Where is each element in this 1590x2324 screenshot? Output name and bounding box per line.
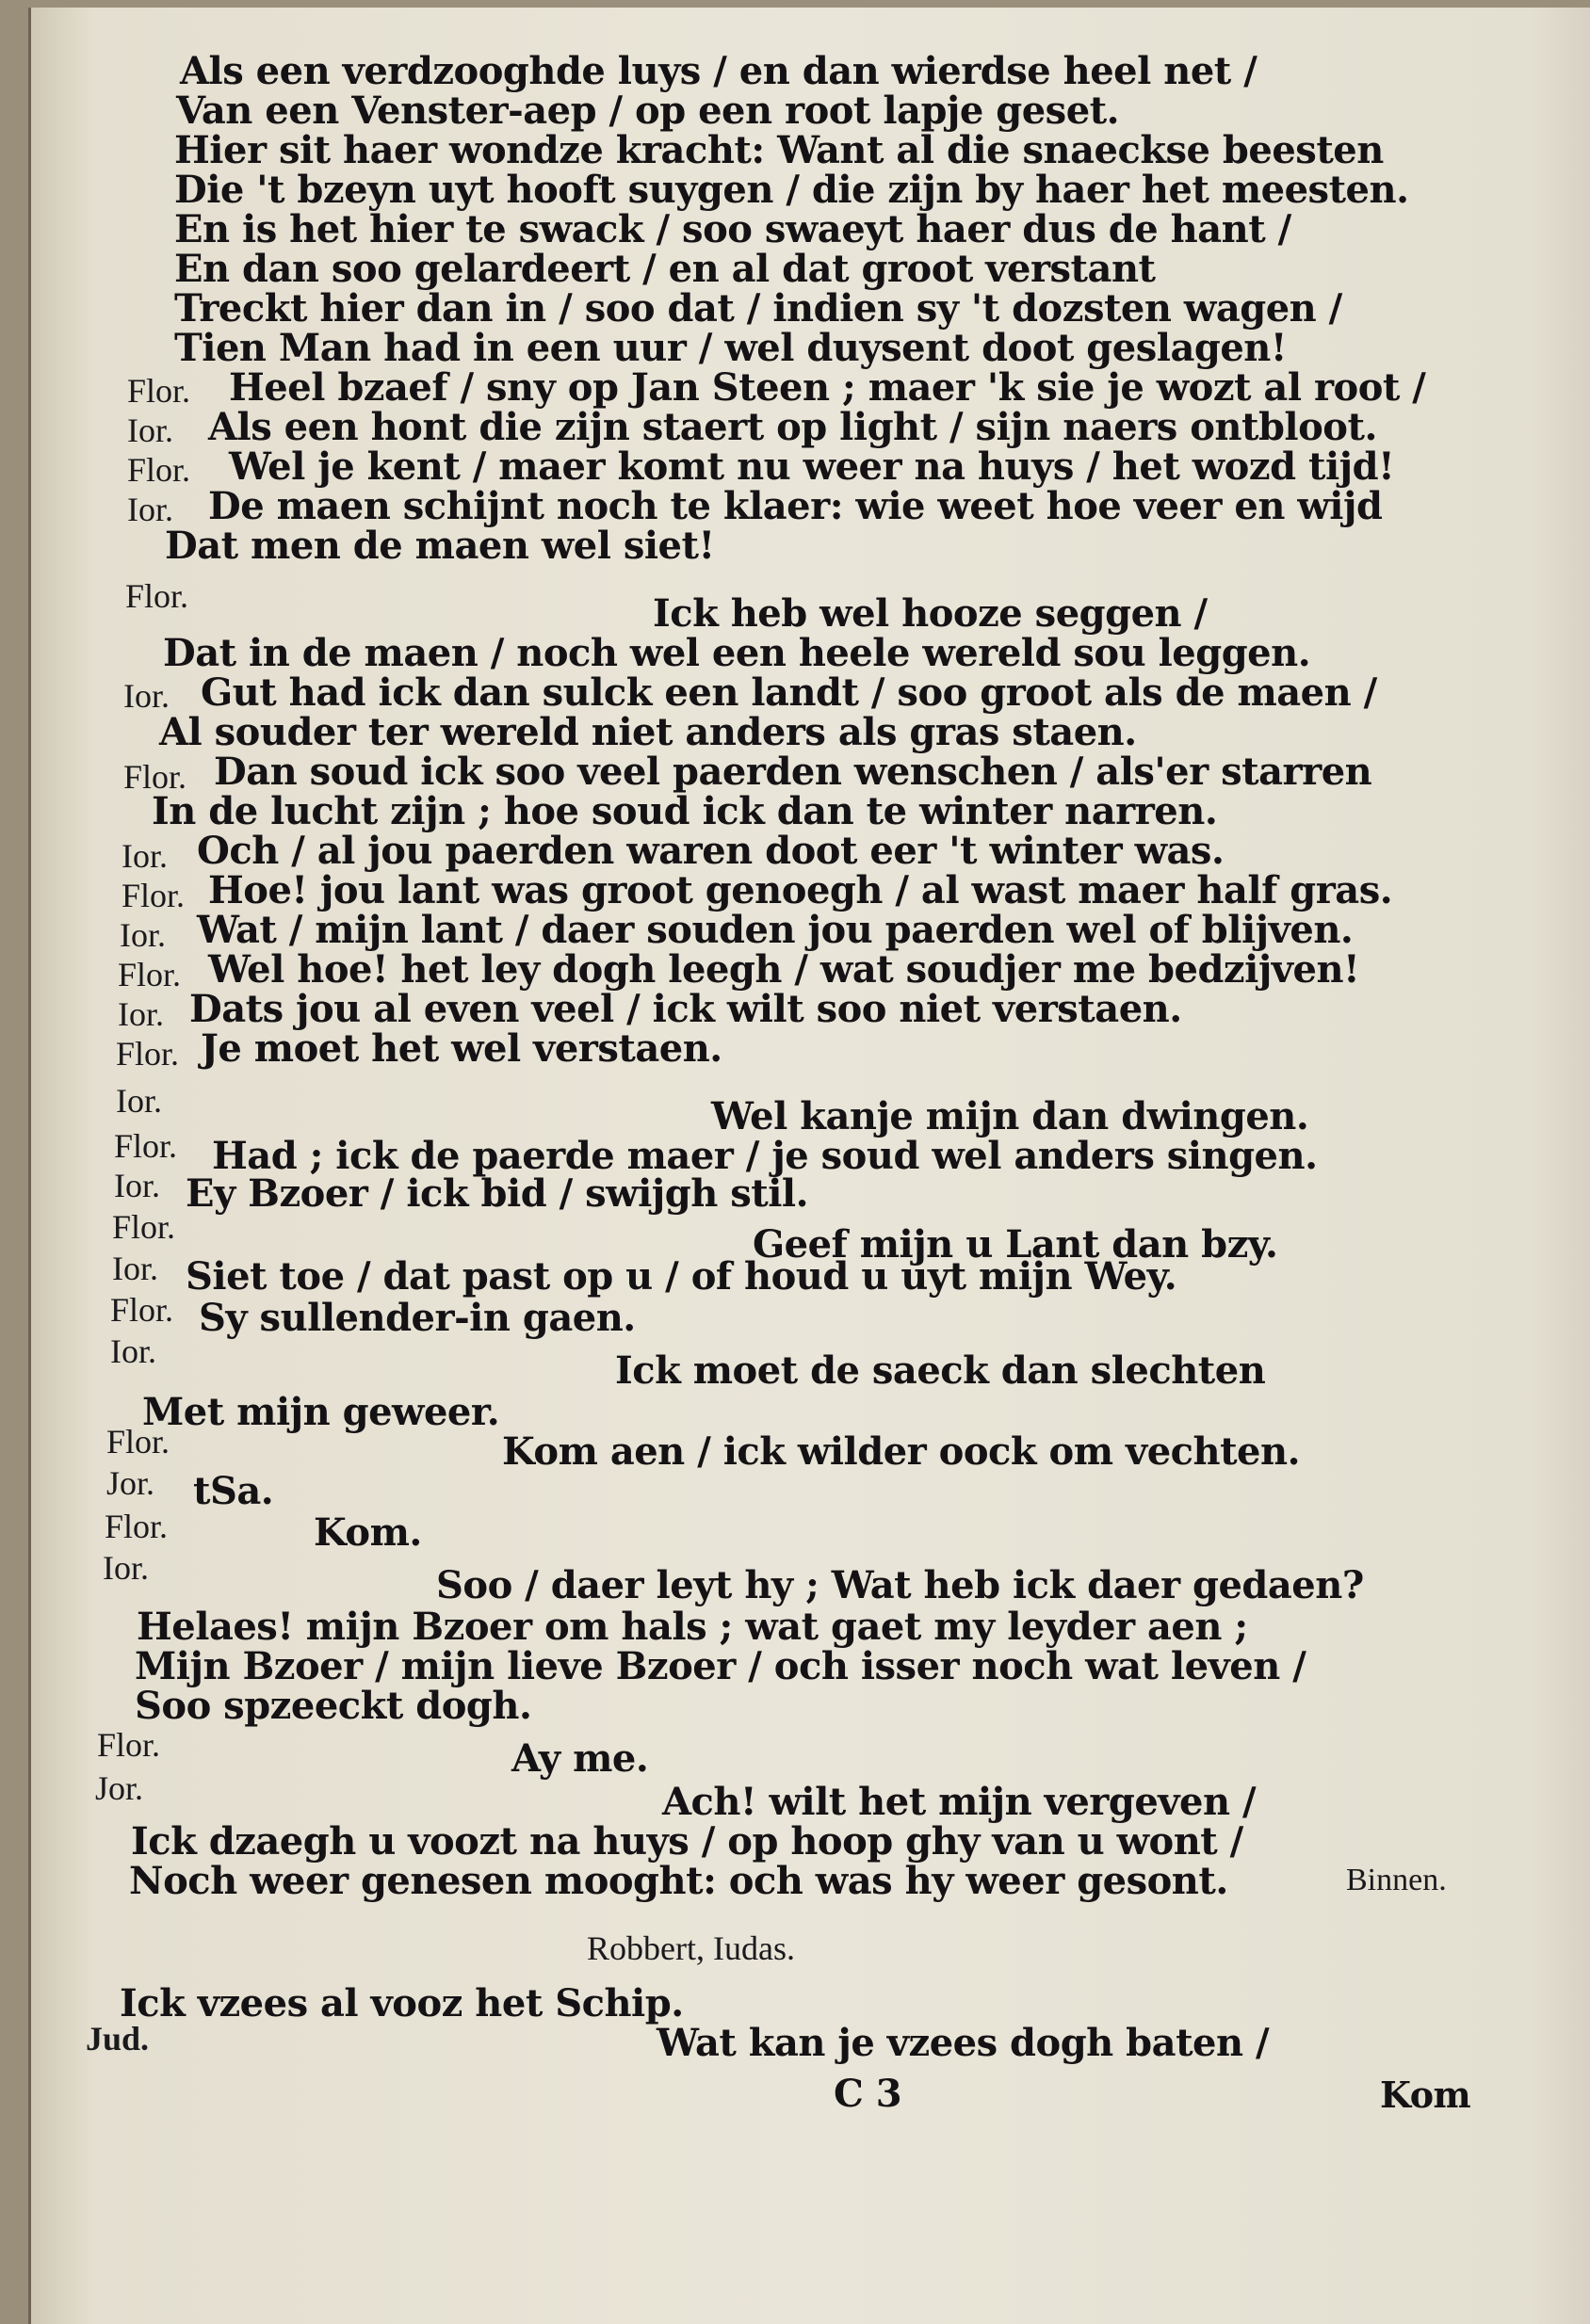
verse-line: Soo / daer leyt hy ; Wat heb ick daer gedaen?	[436, 1563, 1364, 1607]
speaker-label: Ior.	[116, 1082, 162, 1120]
signature-mark: C 3	[834, 2072, 902, 2116]
verse-line: Heel bzaef / sny op Jan Steen ; maer 'k sie je wozt al root /	[229, 365, 1426, 410]
verse-line: Tien Man had in een uur / wel duysent doot geslagen!	[174, 326, 1287, 370]
speaker-label: Ior.	[127, 412, 173, 449]
verse-line: Dan soud ick soo veel paerden wenschen / als'er starren	[214, 750, 1372, 794]
verse-line: Wel hoe! het ley dogh leegh / wat soudjer me bedzijven!	[208, 947, 1360, 992]
speaker-label: Ior.	[123, 677, 170, 715]
speaker-label: Ior.	[110, 1332, 156, 1370]
speaker-label: Flor.	[123, 758, 187, 796]
verse-line: Wel kanje mijn dan dwingen.	[711, 1094, 1309, 1138]
speaker-label: Flor.	[105, 1508, 169, 1545]
verse-line: Sy sullender-in gaen.	[199, 1296, 636, 1340]
speaker-label: Flor.	[125, 577, 189, 615]
speaker-label: Jud.	[86, 2020, 150, 2058]
speaker-label: Ior.	[112, 1250, 158, 1287]
speaker-label: Ior.	[122, 837, 168, 875]
verse-line: Ick moet de saeck dan slechten	[615, 1348, 1266, 1393]
verse-line: Helaes! mijn Bzoer om hals ; wat gaet my leyder aen ;	[137, 1605, 1248, 1649]
verse-line: Treckt hier dan in / soo dat / indien sy 't dozsten wagen /	[174, 286, 1342, 331]
verse-line: De maen schijnt noch te klaer: wie weet hoe veer en wijd	[208, 484, 1383, 528]
speaker-label: Ior.	[127, 491, 173, 528]
verse-line: Ay me.	[511, 1736, 649, 1781]
verse-line: Mijn Bzoer / mijn lieve Bzoer / och isser noch wat leven /	[135, 1644, 1306, 1688]
verse-line: Ach! wilt het mijn vergeven /	[662, 1780, 1257, 1824]
verse-line: Dat in de maen / noch wel een heele wereld sou leggen.	[163, 631, 1311, 675]
verse-line: Kom.	[314, 1510, 422, 1555]
speaker-label: Flor.	[127, 451, 191, 489]
speaker-label: Jor.	[106, 1464, 155, 1502]
verse-line: In de lucht zijn ; hoe soud ick dan te winter narren.	[152, 789, 1218, 833]
verse-line: Die 't bzeyn uyt hooft suygen / die zijn by haer het meesten.	[174, 168, 1409, 212]
verse-line: Wat / mijn lant / daer souden jou paerden wel of blijven.	[197, 908, 1354, 952]
verse-line: En is het hier te swack / soo swaeyt haer dus de hant /	[174, 207, 1291, 251]
verse-line: Gut had ick dan sulck een landt / soo groot als de maen /	[201, 670, 1377, 715]
verse-line: Dats jou al even veel / ick wilt soo niet verstaen.	[189, 987, 1182, 1031]
verse-line: Had ; ick de paerde maer / je soud wel anders singen.	[212, 1134, 1318, 1178]
speaker-label: Flor.	[127, 372, 191, 410]
verse-line: Geef mijn u Lant dan bzy.	[753, 1222, 1278, 1267]
verse-line: Siet toe / dat past op u / of houd u uyt mijn Wey.	[186, 1254, 1177, 1299]
speaker-label: Ior.	[120, 916, 166, 954]
speaker-label: Flor.	[114, 1127, 178, 1165]
verse-line: Ey Bzoer / ick bid / swijgh stil.	[186, 1171, 809, 1216]
verse-line: Als een hont die zijn staert op light / sijn naers ontbloot.	[208, 405, 1377, 449]
scene-heading: Robbert, Iudas.	[587, 1929, 795, 1967]
book-page	[28, 8, 1590, 2324]
speaker-label: Flor.	[112, 1208, 176, 1246]
verse-line: Kom aen / ick wilder oock om vechten.	[502, 1429, 1301, 1474]
stage-direction: Binnen.	[1346, 1863, 1447, 1897]
verse-line: Ick dzaegh u voozt na huys / op hoop ghy van u wont /	[131, 1819, 1243, 1864]
verse-line: Met mijn geweer.	[142, 1390, 500, 1434]
speaker-label: Jor.	[95, 1769, 144, 1807]
verse-line: Soo spzeeckt dogh.	[135, 1684, 532, 1728]
verse-line: Wel je kent / maer komt nu weer na huys / het wozd tijd!	[229, 444, 1395, 489]
speaker-label: Ior.	[103, 1549, 149, 1587]
speaker-label: Flor.	[106, 1423, 170, 1461]
verse-line: Ick heb wel hooze seggen /	[653, 591, 1208, 636]
speaker-label: Flor.	[97, 1726, 161, 1764]
verse-line: Hier sit haer wondze kracht: Want al die snaeckse beesten	[174, 128, 1384, 172]
verse-line: Al souder ter wereld niet anders als gras staen.	[159, 710, 1137, 754]
speaker-label: Ior.	[114, 1167, 160, 1204]
verse-line: Hoe! jou lant was groot genoegh / al wast maer half gras.	[208, 868, 1393, 912]
verse-line: Van een Venster-aep / op een root lapje geset.	[176, 89, 1120, 133]
verse-line: Noch weer genesen mooght: och was hy weer gesont.	[129, 1859, 1228, 1903]
verse-line: En dan soo gelardeert / en al dat groot verstant	[174, 247, 1156, 291]
verse-line: Ick vzees al vooz het Schip.	[120, 1981, 684, 2025]
verse-line: Dat men de maen wel siet!	[165, 524, 715, 568]
speaker-label: Ior.	[118, 995, 164, 1033]
catchword: Kom	[1380, 2074, 1471, 2116]
verse-line: Je moet het wel verstaen.	[201, 1026, 722, 1071]
verse-line: Wat kan je vzees dogh baten /	[657, 2021, 1270, 2065]
verse-line: tSa.	[193, 1469, 274, 1513]
speaker-label: Flor.	[122, 877, 186, 914]
speaker-label: Flor.	[110, 1291, 174, 1329]
speaker-label: Flor.	[116, 1035, 180, 1073]
speaker-label: Flor.	[118, 956, 182, 993]
verse-line: Als een verdzooghde luys / en dan wierdse heel net /	[180, 49, 1257, 93]
verse-line: Och / al jou paerden waren doot eer 't winter was.	[197, 829, 1225, 873]
